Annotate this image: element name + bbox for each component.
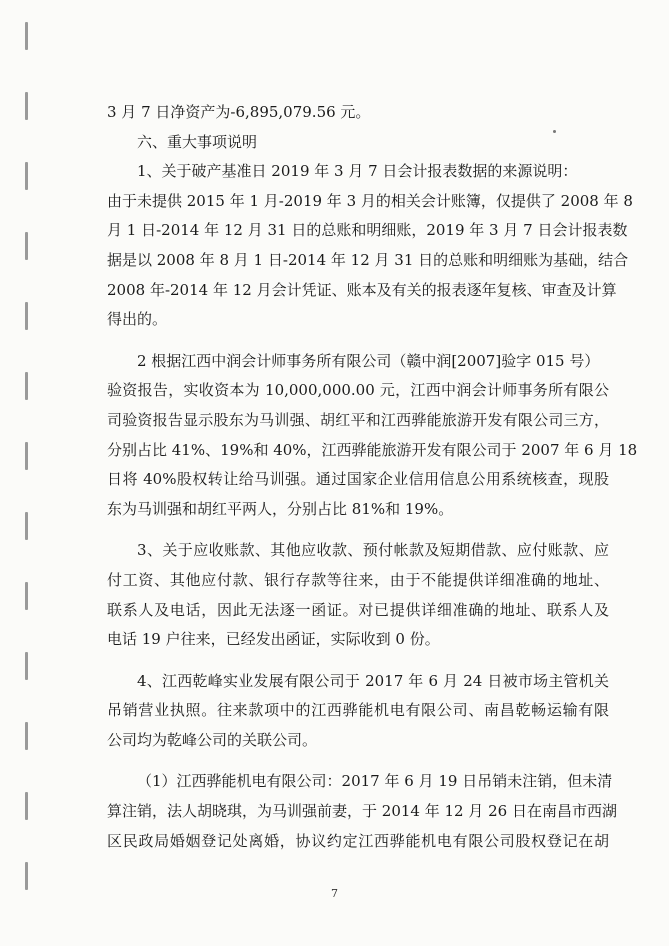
text-line: 联系人及电话，因此无法逐一函证。对已提供详细准确的地址、联系人及 — [107, 600, 609, 619]
binding-mark — [25, 582, 28, 610]
text-line: 付工资、其他应付款、银行存款等往来，由于不能提供详细准确的地址、 — [107, 570, 609, 589]
binding-mark — [25, 792, 28, 820]
paragraph-gap — [107, 524, 609, 536]
text-line: 据是以 2008 年 8 月 1 日-2014 年 12 月 31 日的总账和明细账为基础，结合 — [107, 250, 629, 269]
text-line: 月 1 日-2014 年 12 月 31 日的总账和明细账，2019 年 3 月 7 日会计报表数 — [107, 221, 628, 240]
page-number: 7 — [331, 887, 338, 900]
binding-mark — [25, 302, 28, 330]
binding-mark — [25, 92, 28, 120]
section-heading: 六、重大事项说明 — [137, 132, 258, 151]
text-line: 算注销，法人胡晓琪，为马训强前妻，于 2014 年 12 月 26 日在南昌市西湖 — [107, 802, 617, 821]
binding-hole-marks — [22, 0, 34, 946]
text-line: （1）江西骅能机电有限公司：2017 年 6 月 19 日吊销未注销，但未清 — [137, 772, 613, 791]
binding-mark — [25, 512, 28, 540]
binding-mark — [25, 722, 28, 750]
binding-mark — [25, 652, 28, 680]
document-body — [107, 98, 638, 856]
text-line: 3、关于应收账款、其他应收款、预付帐款及短期借款、应付账款、应 — [137, 541, 609, 560]
text-line: 4、江西乾峰实业发展有限公司于 2017 年 6 月 24 日被市场主管机关 — [137, 671, 609, 690]
text-line: 1、关于破产基准日 2019 年 3 月 7 日会计报表数据的来源说明： — [137, 162, 578, 181]
text-line: 2 根据江西中润会计师事务所有限公司（赣中润[2007]验字 015 号） — [137, 351, 600, 370]
text-line: 司验资报告显示股东为马训强、胡红平和江西骅能旅游开发有限公司三方， — [107, 410, 609, 429]
binding-mark — [25, 232, 28, 260]
text-line: 公司均为乾峰公司的关联公司。 — [107, 730, 318, 749]
text-line: 由于未提供 2015 年 1 月-2019 年 3 月的相关会计账簿，仅提供了 2008 年 8 — [107, 191, 633, 210]
paragraph-gap — [107, 755, 609, 767]
paragraph-gap — [107, 335, 609, 347]
text-line: 分别占比 41%、19%和 40%，江西骅能旅游开发有限公司于 2007 年 6 月 18 — [107, 440, 638, 459]
binding-mark — [25, 442, 28, 470]
binding-mark — [25, 162, 28, 190]
text-line: 日将 40%股权转让给马训强。通过国家企业信用信息公用系统核查，现股 — [107, 470, 609, 489]
binding-mark — [25, 862, 28, 890]
text-line: 得出的。 — [107, 310, 168, 329]
binding-mark — [25, 372, 28, 400]
text-line: 区民政局婚姻登记处离婚，协议约定江西骅能机电有限公司股权登记在胡 — [107, 831, 609, 850]
text-line: 吊销营业执照。往来款项中的江西骅能机电有限公司、南昌乾畅运输有限 — [107, 701, 609, 720]
text-line: 验资报告，实收资本为 10,000,000.00 元，江西中润会计师事务所有限公 — [107, 381, 609, 400]
text-line: 东为马训强和胡红平两人，分别占比 81%和 19%。 — [107, 499, 454, 518]
text-line: 2008 年-2014 年 12 月会计凭证、账本及有关的报表逐年复核、审查及计算 — [107, 280, 617, 299]
paragraph-gap — [107, 655, 609, 667]
text-line: 3 月 7 日净资产为-6,895,079.56 元。 — [107, 103, 371, 121]
binding-mark — [25, 22, 28, 50]
text-line: 电话 19 户往来，已经发出函证，实际收到 0 份。 — [107, 630, 440, 649]
